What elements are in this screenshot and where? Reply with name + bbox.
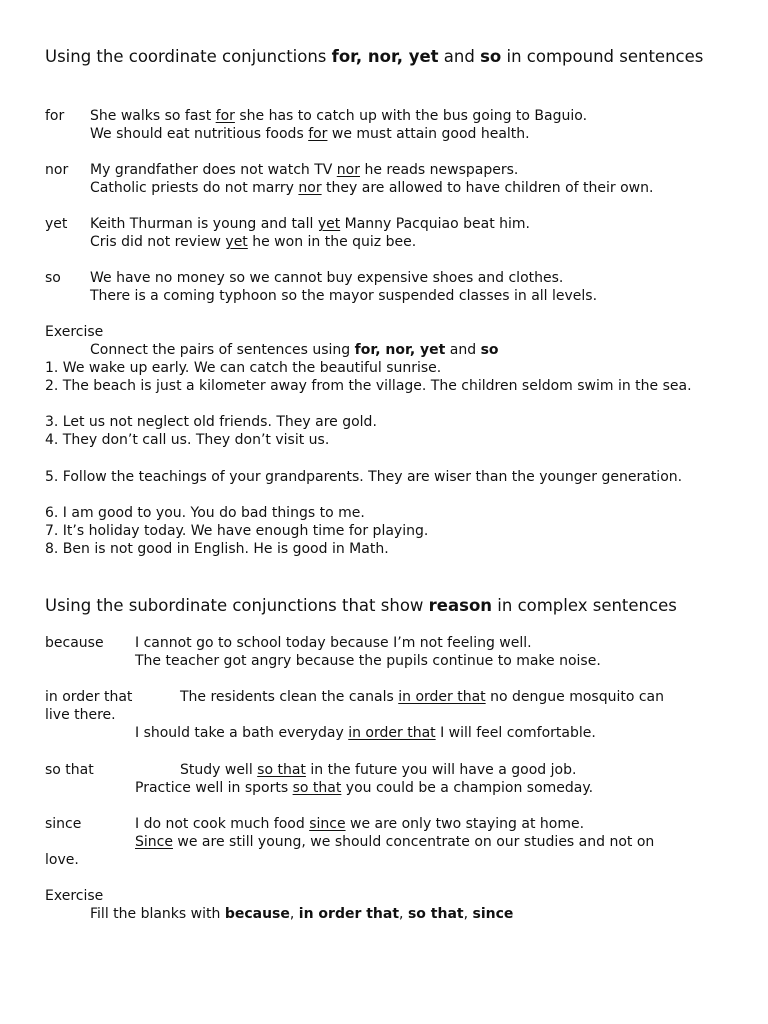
instruction-text: and	[445, 342, 481, 358]
sentence-text: she has to catch up with the bus going to Baguio.	[234, 108, 588, 124]
conj-label-for: for	[45, 108, 65, 124]
underlined-conjunction: for	[308, 126, 328, 142]
sentence-text: he won in the quiz bee.	[247, 234, 417, 250]
conj-label-so: so	[45, 270, 61, 286]
conj-label-so-that: so that	[45, 762, 94, 778]
sentence-text: The residents clean the canals	[180, 689, 399, 705]
example-sentence	[90, 215, 530, 233]
example-sentence: There is a coming typhoon so the mayor suspended classes in all levels.	[90, 288, 598, 304]
example-sentence	[135, 724, 596, 742]
exercise-instruction	[90, 341, 499, 359]
exercise-item: 5. Follow the teachings of your grandparents. They are wiser than the younger generation.	[45, 469, 683, 485]
example-sentence: The teacher got angry because the pupils continue to make noise.	[135, 653, 601, 669]
exercise-instruction	[90, 905, 513, 923]
example-sentence	[90, 161, 518, 179]
title-bold: so	[480, 47, 502, 66]
sentence-text: Keith Thurman is young and tall	[90, 216, 318, 232]
sentence-text: in the future you will have a good job.	[305, 762, 577, 778]
example-sentence	[135, 815, 584, 833]
example-sentence: I cannot go to school today because I’m not feeling well.	[135, 635, 532, 651]
sentence-text: I do not cook much food	[135, 816, 310, 832]
exercise-item: 3. Let us not neglect old friends. They are gold.	[45, 414, 377, 430]
sentence-text: I will feel comfortable.	[435, 725, 596, 741]
underlined-conjunction: nor	[298, 180, 322, 196]
conj-label-in-order-that: in order that	[45, 689, 133, 705]
example-sentence	[180, 761, 576, 779]
title-bold: for, nor, yet	[331, 47, 439, 66]
title-text: in complex sentences	[492, 596, 677, 615]
example-sentence: We have no money so we cannot buy expensive shoes and clothes.	[90, 270, 564, 286]
sentence-text: we are only two staying at home.	[345, 816, 585, 832]
sentence-text: My grandfather does not watch TV	[90, 162, 337, 178]
underlined-conjunction: so that	[292, 780, 342, 796]
underlined-conjunction: nor	[336, 162, 360, 178]
sentence-text: We should eat nutritious foods	[90, 126, 309, 142]
title-text: and	[438, 47, 481, 66]
conj-label-nor: nor	[45, 162, 69, 178]
sentence-text: Manny Pacquiao beat him.	[340, 216, 530, 232]
underlined-conjunction: in order that	[348, 725, 436, 741]
section2-title	[45, 596, 725, 616]
instruction-bold: so that	[407, 906, 464, 922]
example-sentence	[135, 779, 593, 797]
instruction-bold: because	[224, 906, 290, 922]
sentence-text: She walks so fast	[90, 108, 216, 124]
instruction-text: Connect the pairs of sentences using	[90, 342, 355, 358]
underlined-conjunction: for	[215, 108, 235, 124]
underlined-conjunction: Since	[135, 834, 173, 850]
conj-label-yet: yet	[45, 216, 68, 232]
example-sentence-continued: love.	[45, 852, 79, 868]
sentence-text: I should take a bath everyday	[135, 725, 349, 741]
underlined-conjunction: yet	[317, 216, 341, 232]
sentence-text: you could be a champion someday.	[341, 780, 594, 796]
instruction-text: Fill the blanks with	[90, 906, 225, 922]
sentence-text: they are allowed to have children of their own.	[321, 180, 654, 196]
example-sentence	[135, 833, 654, 851]
sentence-text: Cris did not review	[90, 234, 226, 250]
instruction-text: ,	[289, 906, 299, 922]
exercise-heading: Exercise	[45, 324, 104, 340]
exercise-heading: Exercise	[45, 888, 104, 904]
underlined-conjunction: since	[309, 816, 346, 832]
conj-label-since: since	[45, 816, 82, 832]
underlined-conjunction: so that	[257, 762, 306, 778]
title-text: Using the coordinate conjunctions	[45, 47, 332, 66]
instruction-bold: so	[480, 342, 499, 358]
exercise-item: 4. They don’t call us. They don’t visit us.	[45, 432, 330, 448]
underlined-conjunction: in order that	[398, 689, 486, 705]
exercise-item: 8. Ben is not good in English. He is good in Math.	[45, 541, 389, 557]
sentence-text: we are still young, we should concentrate on our studies and not on	[172, 834, 655, 850]
sentence-text: no dengue mosquito can	[485, 689, 665, 705]
exercise-item: 7. It’s holiday today. We have enough time for playing.	[45, 523, 429, 539]
sentence-text: he reads newspapers.	[360, 162, 519, 178]
sentence-text: Practice well in sports	[135, 780, 293, 796]
example-sentence	[180, 688, 664, 706]
example-sentence	[90, 107, 587, 125]
title-text: Using the subordinate conjunctions that show	[45, 596, 429, 615]
instruction-bold: since	[472, 906, 514, 922]
example-sentence-continued: live there.	[45, 707, 116, 723]
exercise-item: 2. The beach is just a kilometer away from the village. The children seldom swim in the sea.	[45, 378, 692, 394]
example-sentence	[90, 179, 653, 197]
instruction-text: ,	[463, 906, 473, 922]
instruction-text: ,	[399, 906, 408, 922]
exercise-item: 6. I am good to you. You do bad things to me.	[45, 505, 365, 521]
title-bold: reason	[428, 596, 493, 615]
instruction-bold: in order that	[298, 906, 400, 922]
title-text: in compound sentences	[501, 47, 704, 66]
sentence-text: we must attain good health.	[327, 126, 530, 142]
example-sentence	[90, 125, 530, 143]
conj-label-because: because	[45, 635, 104, 651]
sentence-text: Catholic priests do not marry	[90, 180, 299, 196]
exercise-item: 1. We wake up early. We can catch the beautiful sunrise.	[45, 360, 442, 376]
section1-title	[45, 47, 725, 67]
sentence-text: Study well	[180, 762, 258, 778]
underlined-conjunction: yet	[225, 234, 248, 250]
example-sentence	[90, 233, 416, 251]
instruction-bold: for, nor, yet	[354, 342, 446, 358]
